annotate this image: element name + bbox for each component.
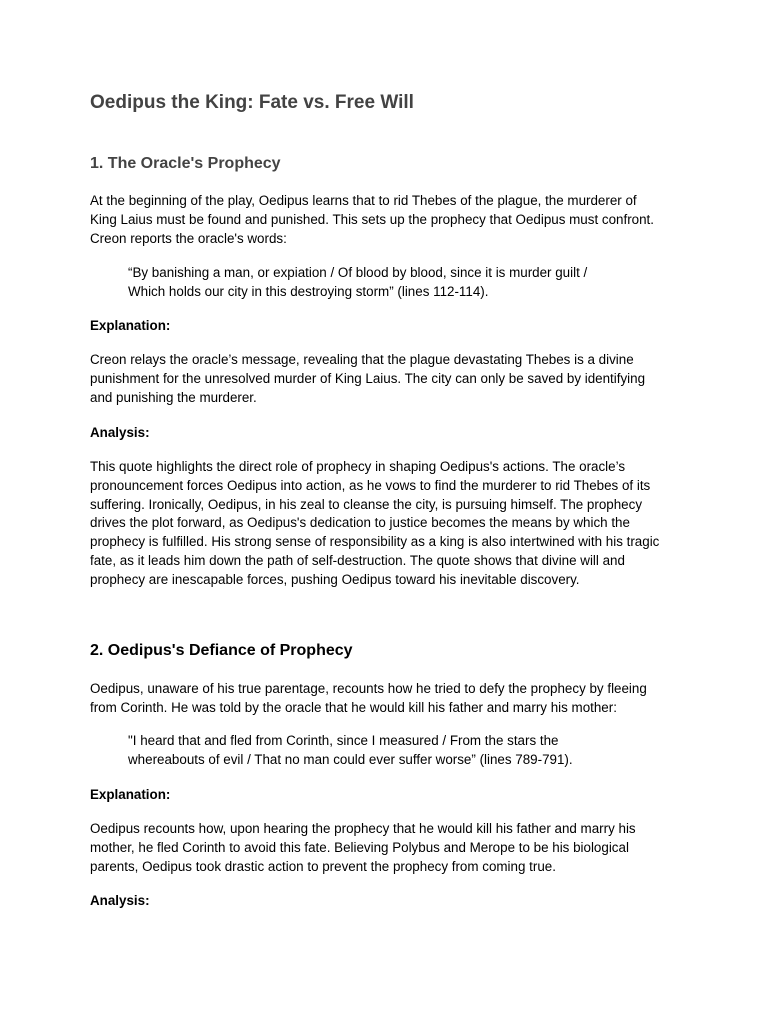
text-line: King Laius must be found and punished. This sets up the prophecy that Oedipus must confront. <box>90 211 654 227</box>
text-line: from Corinth. He was told by the oracle that he would kill his father and marry his mother: <box>90 699 617 715</box>
text-line: fate, as it leads him down the path of self-destruction. The quote shows that divine will and <box>90 552 625 568</box>
quote-line: Which holds our city in this destroying storm” (lines 112-114). <box>128 283 489 299</box>
text-line: mother, he fled Corinth to avoid this fate. Believing Polybus and Merope to be his biological <box>90 839 629 855</box>
quote-line: "I heard that and fled from Corinth, since I measured / From the stars the <box>128 733 559 748</box>
text-line: punishment for the unresolved murder of King Laius. The city can only be saved by identifying <box>90 370 646 386</box>
quote-line: whereabouts of evil / That no man could ever suffer worse” (lines 789-791). <box>128 751 573 767</box>
section1-heading: 1. The Oracle's Prophecy <box>90 155 281 172</box>
section2-intro <box>90 680 690 718</box>
section2-analysis-label: Analysis: <box>90 893 150 908</box>
text-line: Oedipus, unaware of his true parentage, recounts how he tried to defy the prophecy by fleeing <box>90 681 647 696</box>
quote-line: “By banishing a man, or expiation / Of blood by blood, since it is murder guilt / <box>128 265 588 280</box>
section1-explanation-label: Explanation: <box>90 318 171 333</box>
section2-explanation <box>90 820 690 876</box>
document-title: Oedipus the King: Fate vs. Free Will <box>90 92 414 113</box>
text-line: Oedipus recounts how, upon hearing the prophecy that he would kill his father and marry his <box>90 821 636 836</box>
text-line: and punishing the murderer. <box>90 389 257 405</box>
section2-quote <box>128 732 658 770</box>
section1-intro <box>90 192 690 248</box>
section1-explanation <box>90 351 690 407</box>
section1-analysis-label: Analysis: <box>90 425 150 440</box>
text-line: Creon reports the oracle's words: <box>90 230 287 246</box>
text-line: This quote highlights the direct role of prophecy in shaping Oedipus's actions. The oracle’s <box>90 459 626 474</box>
text-line: At the beginning of the play, Oedipus learns that to rid Thebes of the plague, the murderer of <box>90 193 637 208</box>
text-line: parents, Oedipus took drastic action to prevent the prophecy from coming true. <box>90 858 556 874</box>
text-line: Creon relays the oracle’s message, revealing that the plague devastating Thebes is a divine <box>90 352 634 367</box>
text-line: pronouncement forces Oedipus into action, as he vows to find the murderer to rid Thebes of its <box>90 477 651 493</box>
text-line: prophecy are inescapable forces, pushing Oedipus toward his inevitable discovery. <box>90 571 580 587</box>
text-line: suffering. Ironically, Oedipus, in his zeal to cleanse the city, is pursuing himself. The prophecy <box>90 496 643 512</box>
text-line: drives the plot forward, as Oedipus's dedication to justice becomes the means by which the <box>90 515 630 531</box>
section2-heading: 2. Oedipus's Defiance of Prophecy <box>90 642 353 659</box>
section1-analysis <box>90 458 690 590</box>
section1-quote <box>128 264 658 302</box>
section2-explanation-label: Explanation: <box>90 787 171 802</box>
text-line: prophecy is fulfilled. His strong sense of responsibility as a king is also intertwined with his tragic <box>90 534 660 550</box>
